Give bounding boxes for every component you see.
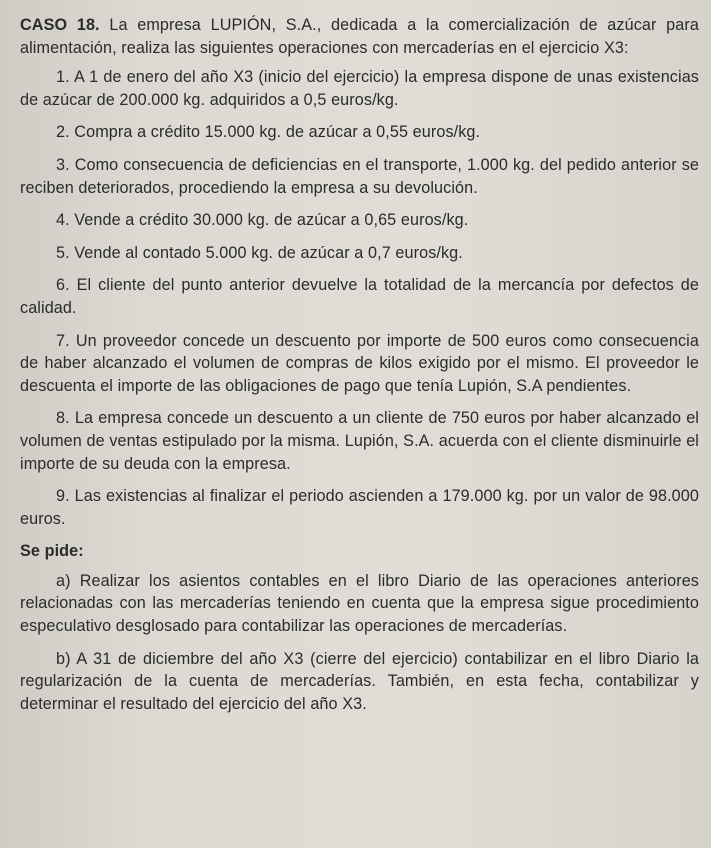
operation-7: 7. Un proveedor concede un descuento por importe de 500 euros como consecuencia de haber alcanzado el volumen de compras de kilos exigido por el mismo. El proveedor le descuenta el importe de las obligaciones de pago que tenía Lupión, S.A pendientes. [20, 331, 699, 395]
request-item-a: a) Realizar los asientos contables en el libro Diario de las operaciones anteriores relacionadas con las mercaderías teniendo en cuenta que la empresa sigue procedimiento especulativo desglosado para contabilizar las operaciones de mercaderías. [20, 571, 699, 636]
operation-6: 6. El cliente del punto anterior devuelve la totalidad de la mercancía por defectos de calidad. [20, 276, 699, 317]
operation-8: 8. La empresa concede un descuento a un cliente de 750 euros por haber alcanzado el volumen de ventas estipulado por la misma. Lupión, S.A. acuerda con el cliente disminuirle el importe de su deuda con la empresa. [20, 409, 699, 473]
operation-3: 3. Como consecuencia de deficiencias en el transporte, 1.000 kg. del pedido anterior se reciben deteriorados, procediendo la empresa a su devolución. [20, 155, 699, 197]
operation-4: 4. Vende a crédito 30.000 kg. de azúcar a 0,65 euros/kg. [56, 211, 469, 230]
operation-9: 9. Las existencias al finalizar el periodo ascienden a 179.000 kg. por un valor de 98.000 euros. [20, 487, 699, 528]
operation-2: 2. Compra a crédito 15.000 kg. de azúcar a 0,55 euros/kg. [56, 123, 481, 142]
request-item-b: b) A 31 de diciembre del año X3 (cierre del ejercicio) contabilizar en el libro Diario la regularización de la cuenta de mercaderías. También, en esta fecha, contabilizar y determinar el resultado del ejercicio del año X3. [20, 649, 699, 713]
operation-5: 5. Vende al contado 5.000 kg. de azúcar a 0,7 euros/kg. [56, 243, 463, 262]
case-intro-text: La empresa LUPIÓN, S.A., dedicada a la comercialización de azúcar para alimentación, realiza las siguientes operaciones con mercaderías en el ejercicio X3: [20, 16, 699, 57]
case-number: CASO 18. [20, 16, 100, 34]
request-heading: Se pide: [20, 542, 84, 561]
operation-1: 1. A 1 de enero del año X3 (inicio del ejercicio) la empresa dispone de unas existencias de azúcar de 200.000 kg. adquiridos a 0,5 euros/kg. [20, 68, 699, 109]
case-intro [20, 14, 699, 59]
